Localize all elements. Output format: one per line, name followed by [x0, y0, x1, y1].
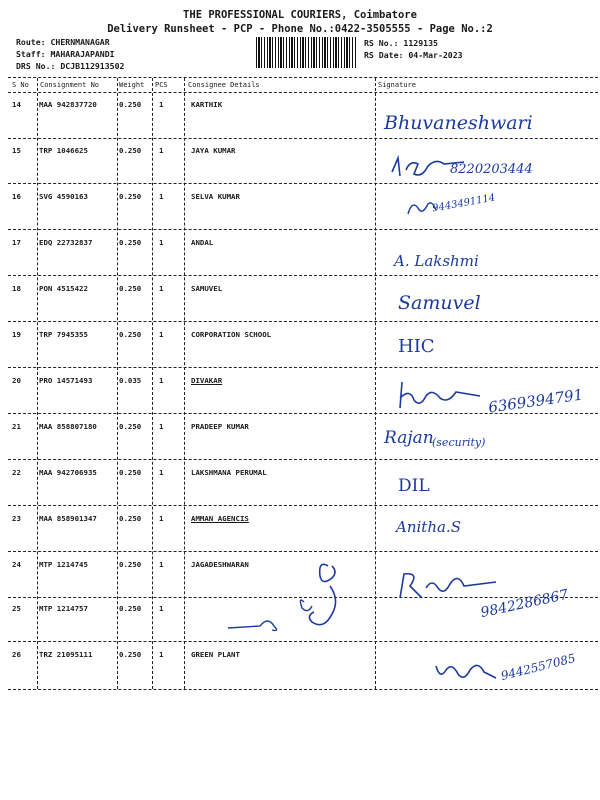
col-sno: S No — [12, 81, 29, 89]
row-pcs: 1 — [159, 422, 164, 431]
signature-scribble — [396, 378, 486, 412]
row-signature: A. Lakshmi — [394, 252, 479, 270]
row-sno: 24 — [12, 560, 21, 569]
row-sno: 16 — [12, 192, 21, 201]
row-pcs: 1 — [159, 604, 164, 613]
row-consignee: ANDAL — [191, 238, 214, 247]
row-pcs: 1 — [159, 100, 164, 109]
rs-number: RS No.: 1129135 — [364, 38, 438, 48]
row-signature: DIL — [398, 476, 430, 496]
row-consignee: AMMAN AGENCIS — [191, 514, 249, 523]
row-weight: 0.250 — [119, 284, 142, 293]
row-pcs: 1 — [159, 330, 164, 339]
row-consignee: CORPORATION SCHOOL — [191, 330, 272, 339]
row-sno: 18 — [12, 284, 21, 293]
row-pcs: 1 — [159, 650, 164, 659]
row-weight: 0.035 — [119, 376, 142, 385]
row-signature: 8220203444 — [450, 162, 533, 177]
row-consignment: MAA 942837720 — [39, 100, 97, 109]
table-header-rule — [8, 92, 598, 93]
row-weight: 0.250 — [119, 604, 142, 613]
row-weight: 0.250 — [119, 468, 142, 477]
row-consignee: JAGADESHWARAN — [191, 560, 249, 569]
route-label: Route: CHERNMANAGAR — [16, 37, 110, 47]
row-consignment: TRP 1046625 — [39, 146, 88, 155]
row-consignment: MTP 1214745 — [39, 560, 88, 569]
row-signature: 9442557085 — [499, 650, 577, 684]
row-consignment: EDQ 22732837 — [39, 238, 93, 247]
row-signature: 9842286867 — [479, 586, 570, 622]
row-pcs: 1 — [159, 284, 164, 293]
row-pcs: 1 — [159, 192, 164, 201]
row-signature: 9443491114 — [431, 192, 497, 215]
row-consignee: GREEN PLANT — [191, 650, 240, 659]
row-consignment: MTP 1214757 — [39, 604, 88, 613]
row-signature: HIC — [398, 336, 435, 357]
row-consignment: TRP 7945355 — [39, 330, 88, 339]
row-sno: 22 — [12, 468, 21, 477]
col-consignee: Consignee Details — [188, 81, 260, 89]
row-sno: 20 — [12, 376, 21, 385]
row-consignment: MAA 858901347 — [39, 514, 97, 523]
rs-date: RS Date: 04-Mar-2023 — [364, 50, 463, 60]
row-pcs: 1 — [159, 238, 164, 247]
row-signature: Rajan — [384, 428, 434, 448]
row-weight: 0.250 — [119, 100, 142, 109]
row-consignment: SVG 4590163 — [39, 192, 88, 201]
row-sno: 26 — [12, 650, 21, 659]
company-title: THE PROFESSIONAL COURIERS, Coimbatore — [183, 9, 417, 21]
row-pcs: 1 — [159, 468, 164, 477]
row-consignment: MAA 858807180 — [39, 422, 97, 431]
row-consignee: SELVA KUMAR — [191, 192, 240, 201]
table-bottom-rule — [8, 689, 598, 690]
row-signature: Samuvel — [398, 292, 481, 314]
row-sno: 15 — [12, 146, 21, 155]
drs-number: DRS No.: DCJB112913502 — [16, 61, 125, 71]
row-weight: 0.250 — [119, 238, 142, 247]
row-sno: 17 — [12, 238, 21, 247]
row-consignee: JAYA KUMAR — [191, 146, 236, 155]
col-pcs: PCS — [155, 81, 168, 89]
row-consignment: PON 4515422 — [39, 284, 88, 293]
row-sno: 23 — [12, 514, 21, 523]
col-consignment: Consignment No — [40, 81, 100, 89]
row-pcs: 1 — [159, 514, 164, 523]
row-consignee: DIVAKAR — [191, 376, 223, 385]
col-signature: Signature — [378, 81, 416, 89]
row-consignment: TRZ 21095111 — [39, 650, 93, 659]
row-consignee: PRADEEP KUMAR — [191, 422, 249, 431]
row-consignee: KARTHIK — [191, 100, 223, 109]
row-consignee: SAMUVEL — [191, 284, 223, 293]
row-weight: 0.250 — [119, 422, 142, 431]
row-weight: 0.250 — [119, 514, 142, 523]
runsheet-title: Delivery Runsheet - PCP - Phone No.:0422-3505555 - Page No.:2 — [107, 23, 493, 35]
row-sno: 25 — [12, 604, 21, 613]
row-sno: 14 — [12, 100, 21, 109]
row-pcs: 1 — [159, 560, 164, 569]
row-pcs: 1 — [159, 146, 164, 155]
row-consignee: LAKSHMANA PERUMAL — [191, 468, 267, 477]
table-top-rule — [8, 77, 598, 78]
staff-label: Staff: MAHARAJAPANDI — [16, 49, 115, 59]
row-weight: 0.250 — [119, 330, 142, 339]
barcode — [256, 37, 356, 68]
row-signature: 6369394791 — [487, 385, 585, 417]
row-signature-note: (security) — [432, 436, 486, 449]
row-weight: 0.250 — [119, 192, 142, 201]
row-sno: 19 — [12, 330, 21, 339]
row-signature: Bhuvaneshwari — [384, 112, 533, 134]
consignee-scribble — [220, 556, 360, 646]
row-signature: Anitha.S — [396, 518, 461, 536]
col-weight: Weight — [119, 81, 145, 89]
row-sno: 21 — [12, 422, 21, 431]
row-weight: 0.250 — [119, 650, 142, 659]
signature-scribble — [430, 656, 500, 688]
signature-scribble — [392, 568, 502, 608]
row-weight: 0.250 — [119, 560, 142, 569]
row-pcs: 1 — [159, 376, 164, 385]
row-weight: 0.250 — [119, 146, 142, 155]
row-consignment: PRO 14571493 — [39, 376, 93, 385]
row-consignment: MAA 942706935 — [39, 468, 97, 477]
